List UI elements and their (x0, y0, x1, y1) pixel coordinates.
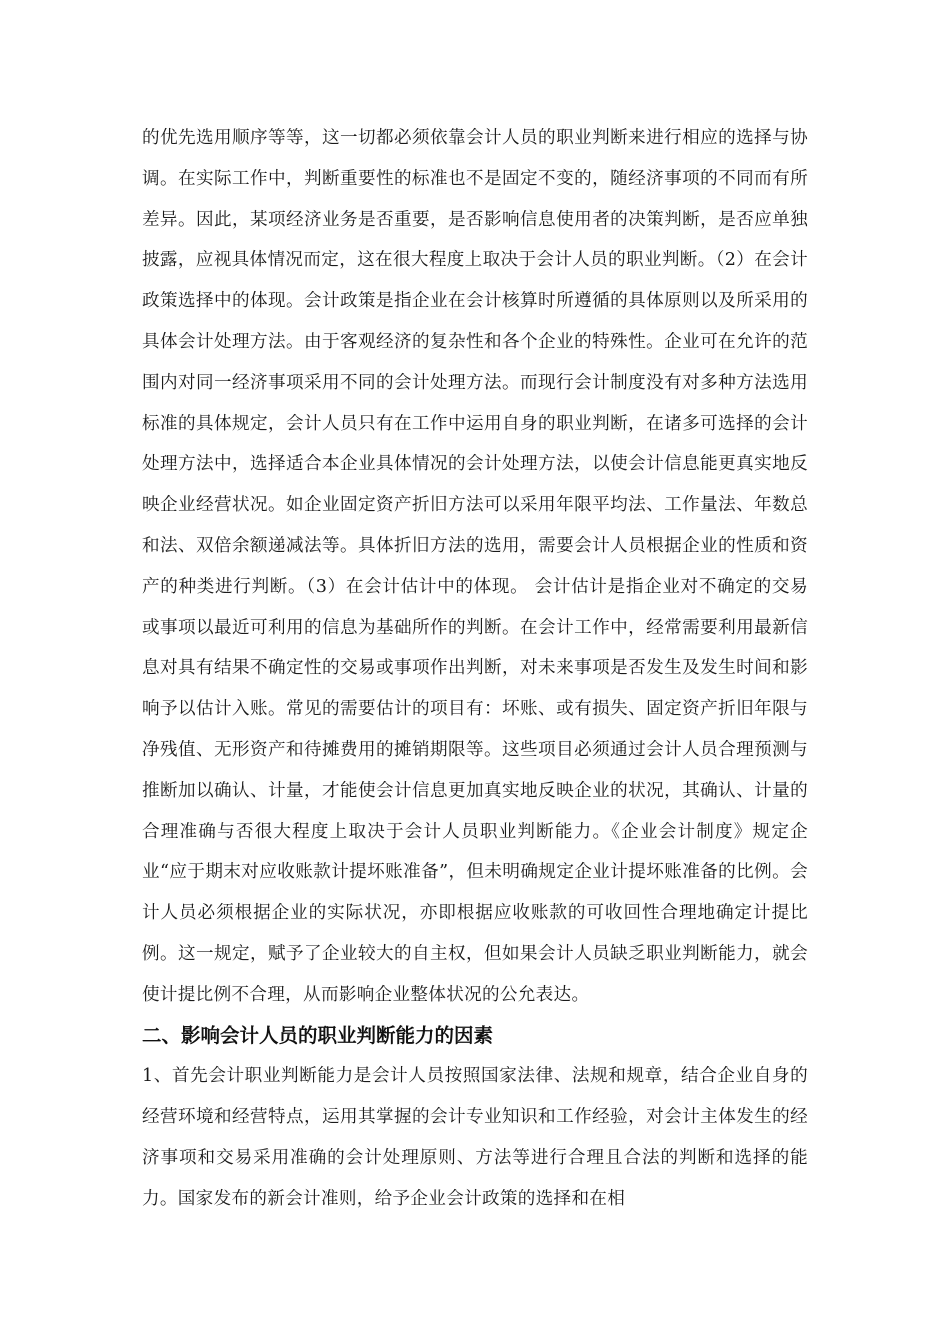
body-paragraph-2: 1、首先会计职业判断能力是会计人员按照国家法律、法规和规章，结合企业自身的经营环境和经营特点，运用其掌握的会计专业知识和工作经验，对会计主体发生的经济事项和交易采用准确的会计处理原则、方法等进行合理且合法的判断和选择的能力。国家发布的新会计准则，给予企业会计政策的选择和在相 (142, 1066, 808, 1209)
section-heading-2: 二、影响会计人员的职业判断能力的因素 (142, 1023, 494, 1047)
body-paragraph-1: 的优先选用顺序等等，这一切都必须依靠会计人员的职业判断来进行相应的选择与协调。在实际工作中，判断重要性的标准也不是固定不变的，随经济事项的不同而有所差异。因此，某项经济业务是否重要，是否影响信息使用者的决策判断，是否应单独披露，应视具体情况而定，这在很大程度上取决于会计人员的职业判断。（2）在会计政策选择中的体现。会计政策是指企业在会计核算时所遵循的具体原则以及所采用的具体会计处理方法。由于客观经济的复杂性和各个企业的特殊性。企业可在允许的范围内对同一经济事项采用不同的会计处理方法。而现行会计制度没有对多种方法选用标准的具体规定，会计人员只有在工作中运用自身的职业判断，在诸多可选择的会计处理方法中，选择适合本企业具体情况的会计处理方法，以使会计信息能更真实地反映企业经营状况。如企业固定资产折旧方法可以采用年限平均法、工作量法、年数总和法、双倍余额递减法等。具体折旧方法的选用，需要会计人员根据企业的性质和资产的种类进行判断。（3）在会计估计中的体现。 会计估计是指企业对不确定的交易或事项以最近可利用的信息为基础所作的判断。在会计工作中，经常需要利用最新信息对具有结果不确定性的交易或事项作出判断，对未来事项是否发生及发生时间和影响予以估计入账。常见的需要估计的项目有：坏账、或有损失、固定资产折旧年限与净残值、无形资产和待摊费用的摊销期限等。这些项目必须通过会计人员合理预测与推断加以确认、计量，才能使会计信息更加真实地反映企业的状况，其确认、计量的合理准确与否很大程度上取决于会计人员职业判断能力。《企业会计制度》规定企业“应于期末对应收账款计提坏账准备”，但未明确规定企业计提坏账准备的比例。会计人员必须根据企业的实际状况，亦即根据应收账款的可收回性合理地确定计提比例。这一规定，赋予了企业较大的自主权，但如果会计人员缺乏职业判断能力，就会使计提比例不合理，从而影响企业整体状况的公允表达。 (142, 128, 808, 1005)
document-body (142, 118, 808, 1220)
